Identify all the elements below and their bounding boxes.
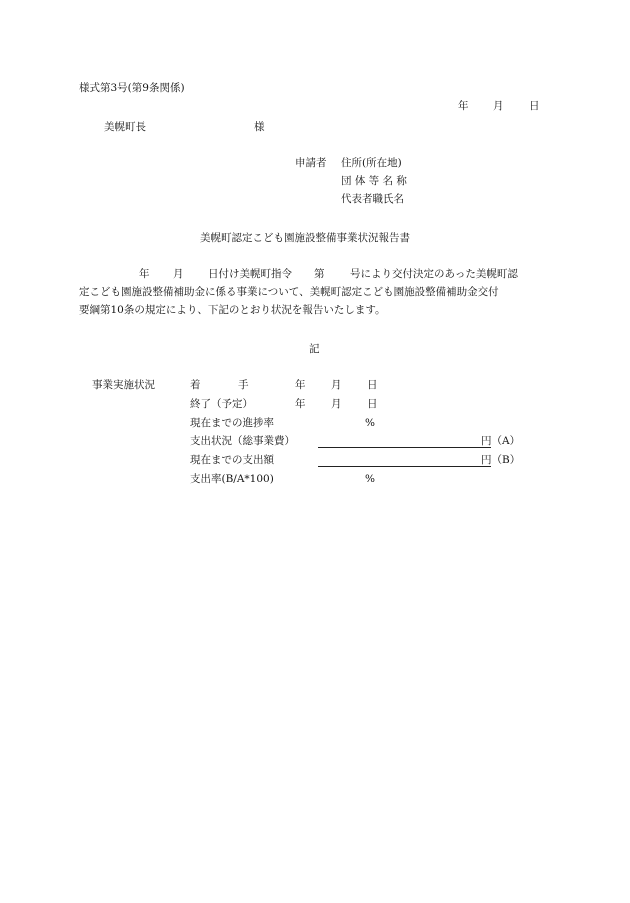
body-month: 月	[173, 268, 184, 280]
addressee-honorific: 様	[254, 121, 265, 133]
date-month: 月	[493, 100, 504, 112]
rate-unit: %	[365, 473, 375, 485]
body-year: 年	[139, 268, 150, 280]
date-day: 日	[529, 100, 540, 112]
addressee-mayor: 美幌町長	[104, 121, 146, 133]
body-line2: 定こども園施設整備補助金に係る事業について、美幌町認定こども園施設整備補助金交付	[79, 286, 499, 298]
expense-current-label: 現在までの支出額	[190, 454, 274, 466]
body-line3: 要綱第10条の規定により、下記のとおり状況を報告いたします。	[79, 304, 386, 316]
end-day: 日	[367, 398, 378, 410]
applicant-org-name: 団 体 等 名 称	[341, 175, 407, 187]
body-line1-rest: 号により交付決定のあった美幌町認	[350, 268, 518, 280]
body-number-prefix: 第	[314, 268, 325, 280]
start-label-b: 手	[238, 379, 249, 391]
end-year: 年	[295, 398, 306, 410]
start-label-a: 着	[190, 379, 201, 391]
progress-label: 現在までの進捗率	[190, 417, 274, 429]
applicant-representative: 代表者職氏名	[341, 193, 404, 205]
expense-total-unit: 円（A）	[481, 435, 521, 447]
end-label: 終了（予定）	[190, 398, 253, 410]
form-number: 様式第3号(第9条関係)	[79, 82, 185, 94]
expense-total-blank-line	[318, 447, 491, 448]
applicant-address: 住所(所在地)	[341, 157, 402, 169]
date-year: 年	[458, 100, 469, 112]
expense-total-label: 支出状況（総事業費）	[190, 435, 295, 447]
start-year: 年	[295, 379, 306, 391]
start-day: 日	[367, 379, 378, 391]
rate-label: 支出率(B/A*100)	[190, 473, 274, 485]
status-heading: 事業実施状況	[92, 379, 155, 391]
start-month: 月	[331, 379, 342, 391]
expense-current-blank-line	[318, 466, 491, 467]
ki-heading: 記	[309, 343, 320, 355]
end-month: 月	[331, 398, 342, 410]
progress-unit: %	[365, 417, 375, 429]
expense-current-unit: 円（B）	[481, 454, 521, 466]
body-dated: 日付け美幌町指令	[208, 268, 292, 280]
applicant-label: 申請者	[295, 157, 327, 169]
document-title: 美幌町認定こども園施設整備事業状況報告書	[200, 232, 410, 244]
